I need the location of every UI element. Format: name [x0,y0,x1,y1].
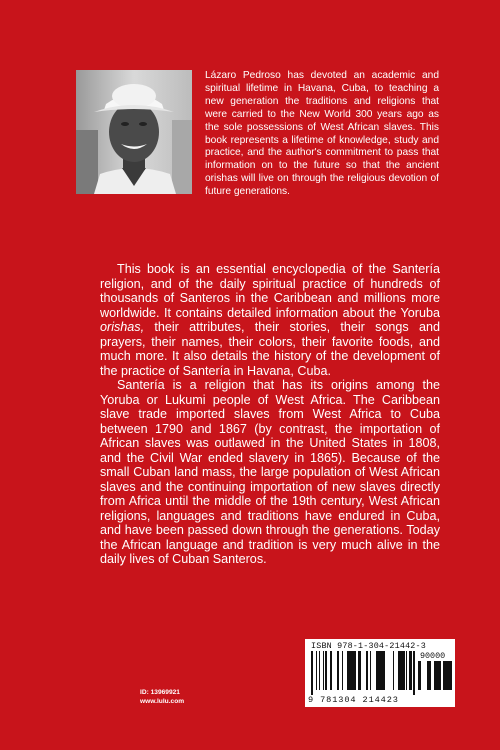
barcode-bar [342,651,343,690]
author-bio-text: has devoted an academic and spiritual lifetime in Havana, Cuba, to teaching a new generation the traditions and religions that were carried to the New World 300 years ago as the sole possessions of West African slaves. This book represents a lifetime of knowledge, study and practice, and the author's commitment to pass that information on to the future so that the ancient orishas will live on through the religious devotion of future generations. [205,70,439,198]
barcode-bar [418,661,419,690]
barcode-bar [319,651,320,690]
barcode-bar [316,651,317,690]
barcode-box [305,639,455,707]
barcode-bar [354,651,356,690]
barcode-bar [401,651,402,690]
barcode-bar [419,661,421,690]
barcode-bar [406,651,407,690]
barcode-bar [447,661,449,690]
barcode-bar [402,651,403,690]
barcode-bar [430,661,431,690]
barcode-bar [330,651,332,690]
barcode-bar [381,651,382,690]
barcode-bar [366,651,367,690]
barcode-bar [325,651,326,690]
barcode-bar [428,661,430,690]
author-bio [205,70,439,199]
barcode-bar [337,651,339,690]
barcode-bar [358,651,360,690]
barcode-bar [393,651,394,690]
barcode-bar [323,651,324,690]
barcode-bar [382,651,383,690]
barcode-bar [413,651,415,695]
barcode-bar [352,651,354,690]
barcode-bar [347,651,348,690]
barcode-bar [378,651,380,690]
addon-barcode [418,661,452,695]
barcode-bar [409,651,412,690]
book-description [100,262,440,567]
barcode-bar [434,661,435,690]
barcode-bar [437,661,439,690]
description-paragraph-1: This book is an essential encyclopedia of the Santería religion, and of the daily spiritual practice of hundreds of thousands of Santeros in the Caribbean and millions more worldwide. It contains detailed information about the Yoruba orishas, their attributes, their stories, their songs and prayers, their names, their colors, their favorite foods, and much more. It also details the history of the development of the practice of Santería in Havana, Cuba. [100,262,440,378]
barcode-bar [435,661,437,690]
barcode-bar [380,651,381,690]
ean-number: 9 781304 214423 [308,695,399,705]
author-name: Lázaro Pedroso [205,70,281,81]
barcode-bar [326,651,327,690]
publisher-site: www.lulu.com [140,698,185,705]
isbn-label: ISBN 978-1-304-21442-3 [311,641,426,651]
barcode-bar [348,651,350,690]
description-paragraph-2: Santería is a religion that has its origins among the Yoruba or Lukumi people of West Africa. The Caribbean slave trade imported slaves from West Africa to Cuba between 1790 and 1867 (by contrast, the importation of African slaves was outlawed in the United States in 1808, and the Civil War ended slavery in 1865). Because of the small Cuban land mass, the large population of West African slaves and the continuing importation of new slaves directly from Africa until the middle of the 19th century, West African religions, languages and traditions have endured in Cuba, and have been passed down through the generations. Today the African language and tradition is very much alive in the daily lives of Cuban Santeros. [100,378,440,566]
book-id: ID: 13969921 [140,689,180,696]
barcode-bar [367,651,368,690]
barcode-bar [403,651,405,690]
barcode-bar [350,651,352,690]
publisher-info [140,688,184,706]
barcode-bar [360,651,361,690]
addon-number: 90000 [420,651,446,661]
barcode-bar [370,651,371,690]
barcode-bar [443,661,445,690]
barcode-bar [376,651,378,690]
barcode-bar [439,661,441,690]
barcode-bar [445,661,447,690]
ean-barcode [311,651,416,695]
barcode-bar [427,661,428,690]
barcode-bar [449,661,452,690]
author-photo [76,70,192,194]
barcode-bar [311,651,313,695]
barcode-bar [398,651,401,690]
barcode-bar [383,651,385,690]
